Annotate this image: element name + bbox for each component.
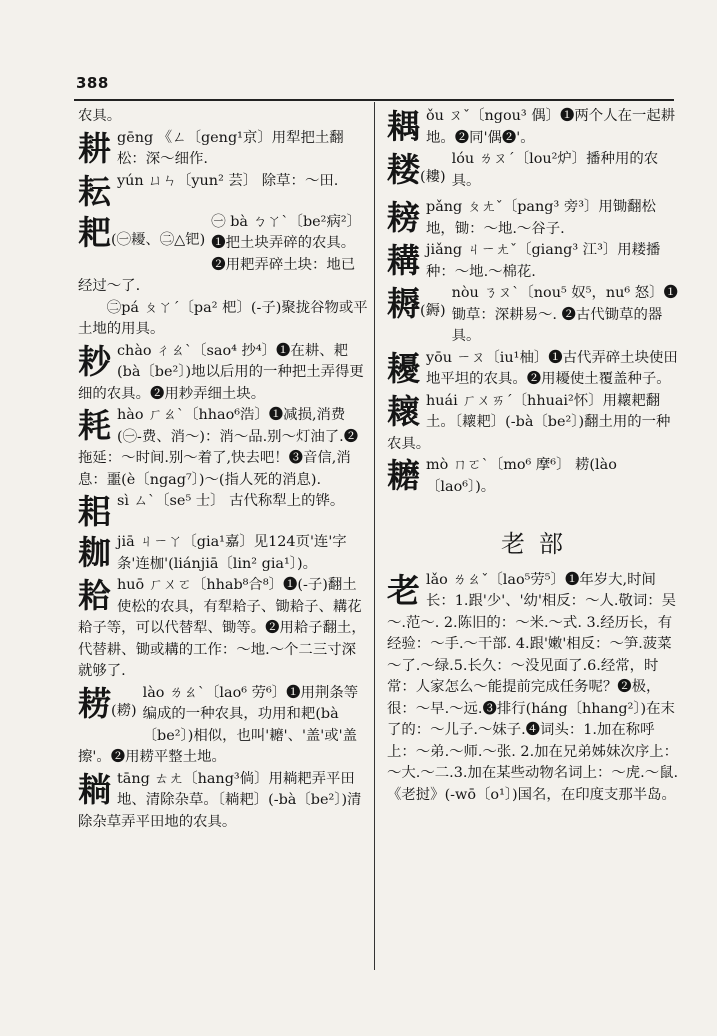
entry-definition: huái ㄏㄨㄞˊ〔hhuai²怀〕用耲耙翻土。〔耲耙〕(-bà〔be²〕)翻土用的一种农具。 (387, 392, 671, 452)
entry-variant: (鎒) (420, 303, 446, 319)
entry-headword: 耰 (387, 348, 420, 388)
entry-headword: 耗 (78, 406, 111, 445)
left-column (78, 106, 368, 833)
entry-headword: 耙(㊀耰、㊁△钯) (78, 212, 206, 252)
entry-headword: 耨(鎒) (387, 284, 446, 323)
section-title: 老部 (501, 530, 577, 558)
entry-definition: yún ㄩㄣ〔yun² 芸〕 除草：～田. (117, 172, 339, 189)
entry-definition: jiā ㄐㄧㄚ〔gia¹嘉〕见124页'连'字条'连枷'(liánjiā〔lin² gia¹〕)。 (117, 534, 347, 572)
entry-definition: ㊀ bà ㄅㄚˋ〔be²病²〕❶把土块弄碎的农具。❷用耙弄碎土块：地已经过～了. (78, 213, 361, 294)
right-column (387, 106, 679, 806)
dictionary-entry (387, 348, 679, 391)
entry-definition: jiǎng ㄐㄧㄤˇ〔giang³ 江³〕用耧播种：～地.～棉花. (426, 242, 661, 280)
dictionary-entry (78, 532, 368, 575)
entry-headword: 耕 (78, 128, 111, 168)
dictionary-entry (78, 683, 368, 769)
entry-headword: 耦 (387, 107, 420, 146)
entry-definition: nòu ㄋㄡˋ〔nou⁵ 奴⁵，nu⁶ 怒〕❶锄草：深耕易～. ❷古代锄草的器具。 (451, 285, 678, 344)
dictionary-entry (78, 405, 368, 491)
column-divider (374, 102, 375, 970)
entry-headword: 耖 (78, 341, 111, 381)
dictionary-entry (387, 106, 679, 149)
dictionary-entry (78, 212, 368, 298)
dictionary-entry (78, 171, 368, 212)
continuation-text: 农具。 (78, 108, 122, 124)
entry-headword: 耩 (387, 241, 420, 280)
entry-variant: (耬) (420, 169, 446, 185)
entry-definition: tāng ㄊㄤ〔hang³倘〕用耥耙弄平田地、清除杂草。〔耥耙〕(-bà〔be²〕)清除杂草弄平田地的农具。 (78, 770, 362, 830)
entry-definition: gēng 《ㄥ〔geng¹京〕用犁把土翻松：深～细作. (117, 129, 344, 167)
entry-headword: 耲 (387, 391, 420, 431)
page-number: 388 (76, 74, 109, 92)
entry-definition: lóu ㄌㄡˊ〔lou²炉〕播种用的农具。 (451, 151, 659, 189)
entry-variant: (耮) (111, 702, 137, 719)
entry-definition: ǒu ㄡˇ〔ngou³ 偶〕❶两个人在一起耕地。❷同'偶❷'。 (426, 108, 676, 146)
entry-definition: chào ㄔㄠˋ〔sao⁴ 抄⁴〕❶在耕、耙(bà〔be²〕)地以后用的一种把土弄得更细的农具。❷用耖弄细土块。 (78, 342, 364, 402)
entry-headword: 耧(耬) (387, 150, 446, 189)
entry-definition: huō ㄏㄨㄛ〔hhab⁸合⁸〕❶(-子)翻土使松的农具，有犁耠子、锄耠子、耩花耠子等，可以代替犁、锄等。❷用耠子翻土，代替耕、锄或耩的工作：～地.～个二三寸深就够了. (78, 577, 366, 679)
dictionary-entry (387, 283, 679, 348)
entry-definition: hào ㄏㄠˋ〔hhao⁶浩〕❶减损,消费(㊀-费、消～)：消～品.别～灯油了.❷拖延：～时间.别～着了,快去吧！❸音信,消息：噩(è〔ngag⁷〕)～(指人死的消息). (78, 407, 359, 488)
dictionary-entry (78, 769, 368, 834)
entry-subsense: 《老挝》(-wō〔o¹〕)国名，在印度支那半岛。 (387, 786, 676, 803)
entry-headword: 耪 (387, 198, 420, 237)
dictionary-entry (387, 149, 679, 197)
dictionary-entry (387, 197, 679, 240)
dictionary-entry (78, 491, 368, 532)
dictionary-entry (78, 341, 368, 406)
entry-subsense: ㊁pá ㄆㄚˊ〔pa² 杷〕(-子)聚拢谷物或平土地的用具。 (78, 299, 368, 337)
entry-headword: 耜 (78, 492, 111, 531)
dictionary-entry (78, 128, 368, 171)
entry-headword: 耥 (78, 769, 111, 809)
entry-headword: 耘 (78, 171, 111, 211)
entry-headword: 耞 (78, 533, 111, 572)
entry-headword: 老 (387, 570, 420, 610)
entry-headword: 耱 (387, 456, 420, 495)
entry-definition: pǎng ㄆㄤˇ〔pang³ 旁³〕用锄翻松地，锄：～地.～谷子. (426, 199, 656, 237)
header-rule (74, 99, 674, 101)
dictionary-entry (78, 575, 368, 683)
entry-definition: lǎo ㄌㄠˇ〔lao⁵劳⁵〕❶年岁大,时间长：1.跟'少'、'幼'相反：～人.敬词：吴～.范～. 2.陈旧的：～米.～式. 3.经历长，有经验：～手.～干部. 4.跟'嫩'相反：～笋.菠菜～了.～绿.5.长久：～没见面了.6.经常，时常：人家怎么～能提前完成任务呢？❷极，很：～早.～远.❸排行(háng〔hhang²〕)在末了的：～儿子.～妹子.❹词头：1.加在称呼上：～弟.～师.～张. 2.加在兄弟姊妹次序上：～大.～二.3.加在某些动物名词上：～虎.～鼠. (387, 571, 679, 781)
dictionary-entry (387, 240, 679, 283)
entry-headword: 耠 (78, 576, 111, 615)
entry-variant: (㊀耰、㊁△钯) (111, 231, 206, 248)
entry-headword: 耢(耮) (78, 683, 137, 723)
dictionary-entry (387, 391, 679, 456)
entry-definition: sì ㄙˋ〔se⁵ 士〕 古代称犁上的铧。 (117, 493, 345, 509)
entry-definition: lào ㄌㄠˋ〔lao⁶ 劳⁶〕❶用荆条等编成的一种农具，功用和耙(bà〔be²〕)相似，也叫'耱'、'盖'或'盖擦'。❷用耢平整土地。 (78, 684, 359, 765)
entry-definition: mò ㄇㄛˋ〔mo⁶ 摩⁶〕 耢(lào〔lao⁶〕)。 (426, 457, 617, 495)
dictionary-entry (387, 570, 679, 785)
entry-definition: yōu ㄧㄡ〔iu¹柚〕❶古代弄碎土块使田地平坦的农具。❷用耰使土覆盖种子。 (426, 349, 678, 387)
dictionary-entry (387, 455, 679, 498)
